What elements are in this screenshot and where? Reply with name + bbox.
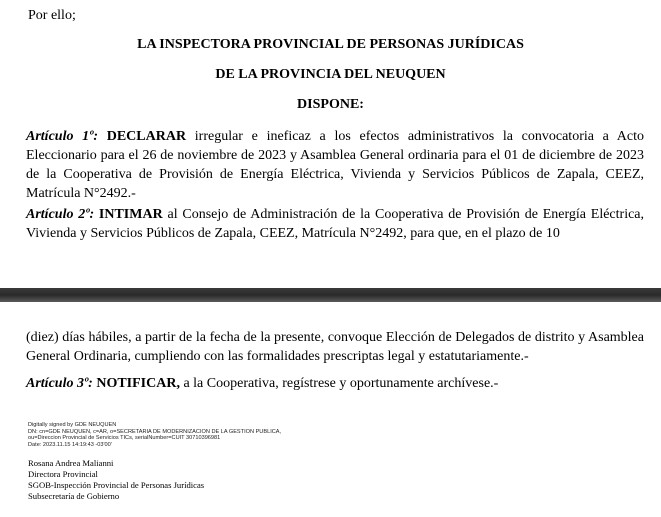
- digital-signature-line-2: DN: cn=GDE NEUQUEN, c=AR, o=SECRETARIA DE MODERNIZACION DE LA GESTION PUBLICA,: [28, 428, 282, 435]
- page-break-divider: [0, 288, 661, 302]
- article-3-label: Artículo 3º:: [26, 376, 93, 391]
- signer-office: SGOB-Inspección Provincial de Personas Jurídicas: [28, 480, 205, 490]
- article-3-keyword: NOTIFICAR,: [96, 376, 180, 391]
- article-1: [26, 127, 644, 203]
- article-1-keyword: DECLARAR: [106, 129, 187, 144]
- intro-text: Por ello;: [28, 8, 76, 23]
- signer-name: Rosana Andrea Malianni: [28, 458, 114, 468]
- article-1-text: irregular e ineficaz a los efectos administrativos la convocatoria a Acto Eleccionario para el 26 de noviembre de 2023 y Asamblea General ordinaria para el 01 de diciembre de 2023 de la Cooperativa de Provisión de Energía Eléctrica, Vivienda y Servicios Públicos de Zapala, CEEZ, Matrícula N°2492.-: [26, 129, 645, 201]
- digital-signature-line-1: Digitally signed by GDE NEUQUEN: [28, 422, 117, 428]
- article-3: [26, 374, 644, 393]
- digital-signature-line-4: Date: 2023.11.15 14:19:43 -03'00': [28, 441, 112, 448]
- article-2: [26, 205, 644, 243]
- signer-title: Directora Provincial: [28, 469, 98, 479]
- heading-line-2: DE LA PROVINCIA DEL NEUQUEN: [215, 67, 446, 82]
- heading-dispone: DISPONE:: [297, 97, 364, 112]
- document-page-2: [0, 302, 661, 517]
- article-2-text: al Consejo de Administración de la Cooperativa de Provisión de Energía Eléctrica, Vivienda y Servicios Públicos de Zapala, CEEZ, Matrícula N°2492, para que, en el plazo de 10: [26, 207, 645, 241]
- article-2-continuation: (diez) días hábiles, a partir de la fecha de la presente, convoque Elección de Delegados de distrito y Asamblea General Ordinaria, cumpliendo con las formalidades prescriptas legal y estatutariamente.-: [26, 330, 644, 364]
- article-2-keyword: INTIMAR: [98, 207, 163, 222]
- article-1-label: Artículo 1º:: [26, 129, 99, 144]
- heading-line-1: LA INSPECTORA PROVINCIAL DE PERSONAS JURÍDICAS: [137, 37, 524, 52]
- digital-signature-line-3: ou=Direccion Provincial de Servicios TICs, serialNumber=CUIT 30710396981: [28, 435, 221, 441]
- article-3-text: a la Cooperativa, regístrese y oportunamente archívese.-: [183, 376, 499, 391]
- article-2-label: Artículo 2º:: [26, 207, 95, 222]
- signer-department: Subsecretaría de Gobierno: [28, 491, 120, 501]
